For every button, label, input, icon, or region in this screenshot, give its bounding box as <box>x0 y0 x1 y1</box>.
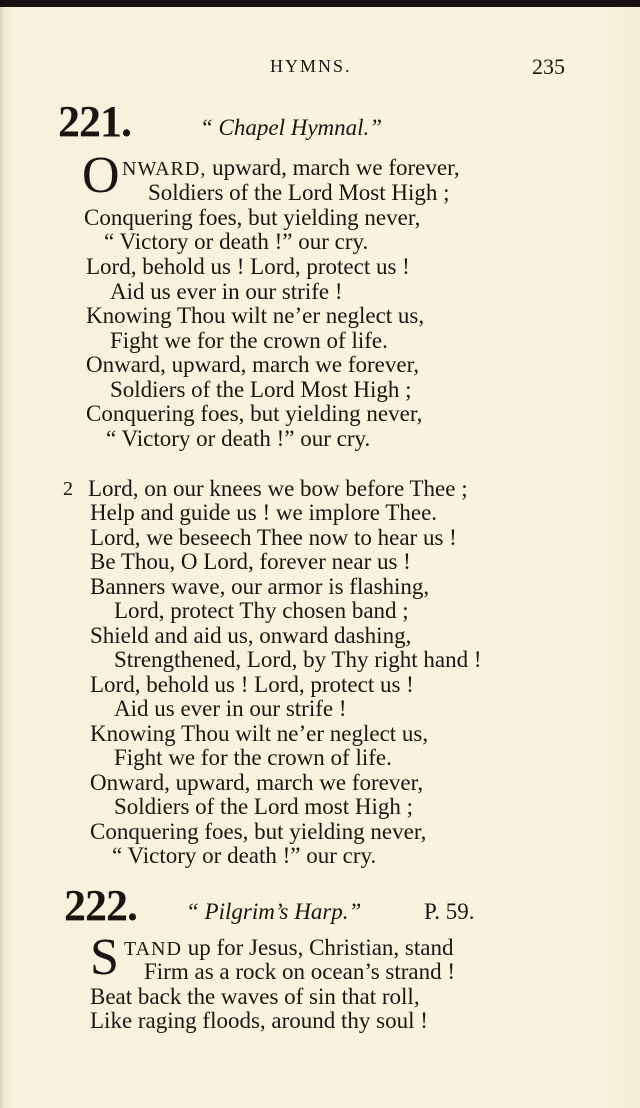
hymn-221-line: Aid us ever in our strife ! <box>114 696 347 721</box>
hymn-221-first-line-rest: upward, march we forever, <box>206 155 460 180</box>
page-binding-edge <box>0 7 4 1108</box>
hymn-222-drop-cap: S <box>90 929 119 986</box>
hymn-221-line: Soldiers of the Lord Most High ; <box>110 377 412 402</box>
hymn-222-first-word: TAND <box>124 938 182 960</box>
hymn-221-line: “ Victory or death !” our cry. <box>104 229 369 254</box>
hymn-221-drop-cap: O <box>82 147 120 204</box>
hymn-222-first-line-rest: up for Jesus, Christian, stand <box>181 935 454 960</box>
stanza-number: 2 <box>63 478 73 500</box>
hymn-221-line-1 <box>122 156 460 179</box>
hymn-221-line: Conquering foes, but yielding never, <box>86 401 423 426</box>
hymn-221-line: Shield and aid us, onward dashing, <box>90 623 412 648</box>
hymn-221-line: Soldiers of the Lord Most High ; <box>148 180 450 205</box>
hymn-221-line: Fight we for the crown of life. <box>114 745 392 770</box>
hymn-221-line: Be Thou, O Lord, forever near us ! <box>90 549 411 574</box>
hymn-221-line: Fight we for the crown of life. <box>110 328 388 353</box>
hymn-221-line: Knowing Thou wilt ne’er neglect us, <box>90 721 429 746</box>
hymn-222-number: 222. <box>64 881 137 930</box>
hymn-221-line: Lord, we beseech Thee now to hear us ! <box>90 525 457 550</box>
hymn-222-line: Like raging floods, around thy soul ! <box>90 1008 428 1033</box>
hymn-221-line: “ Victory or death !” our cry. <box>112 843 377 868</box>
page-number: 235 <box>532 54 565 79</box>
hymn-222-line: Beat back the waves of sin that roll, <box>90 984 420 1009</box>
hymn-221-number: 221. <box>58 97 131 146</box>
page-top-edge <box>0 0 640 7</box>
hymn-222-line: Firm as a rock on ocean’s strand ! <box>144 959 456 984</box>
hymn-221-line: Strengthened, Lord, by Thy right hand ! <box>114 647 482 672</box>
hymn-221-line: Lord, behold us ! Lord, protect us ! <box>90 672 414 697</box>
hymn-221-line: Onward, upward, march we forever, <box>90 770 424 795</box>
hymn-221-line: Banners wave, our armor is flashing, <box>90 574 430 599</box>
hymn-221-line: Onward, upward, march we forever, <box>86 352 420 377</box>
hymn-222-reference: P. 59. <box>424 899 475 924</box>
hymn-221-line: Knowing Thou wilt ne’er neglect us, <box>86 303 425 328</box>
hymn-221-line: Conquering foes, but yielding never, <box>84 205 421 230</box>
hymn-221-line: Conquering foes, but yielding never, <box>90 819 427 844</box>
hymn-221-first-word: NWARD, <box>122 158 207 180</box>
running-head: HYMNS. <box>270 56 352 76</box>
hymn-222-source: “ Pilgrim’s Harp.” <box>186 899 362 924</box>
hymn-221-line: Lord, on our knees we bow before Thee ; <box>88 476 468 501</box>
hymn-221-line: “ Victory or death !” our cry. <box>106 426 371 451</box>
hymn-221-line: Aid us ever in our strife ! <box>110 279 343 304</box>
hymn-222-line-1 <box>124 936 453 959</box>
hymn-221-line: Help and guide us ! we implore Thee. <box>90 500 438 525</box>
hymn-221-line: Lord, protect Thy chosen band ; <box>114 598 409 623</box>
hymn-221-line: Lord, behold us ! Lord, protect us ! <box>86 254 410 279</box>
hymn-221-line: Soldiers of the Lord most High ; <box>114 794 413 819</box>
hymn-221-source: “ Chapel Hymnal.” <box>200 115 383 140</box>
